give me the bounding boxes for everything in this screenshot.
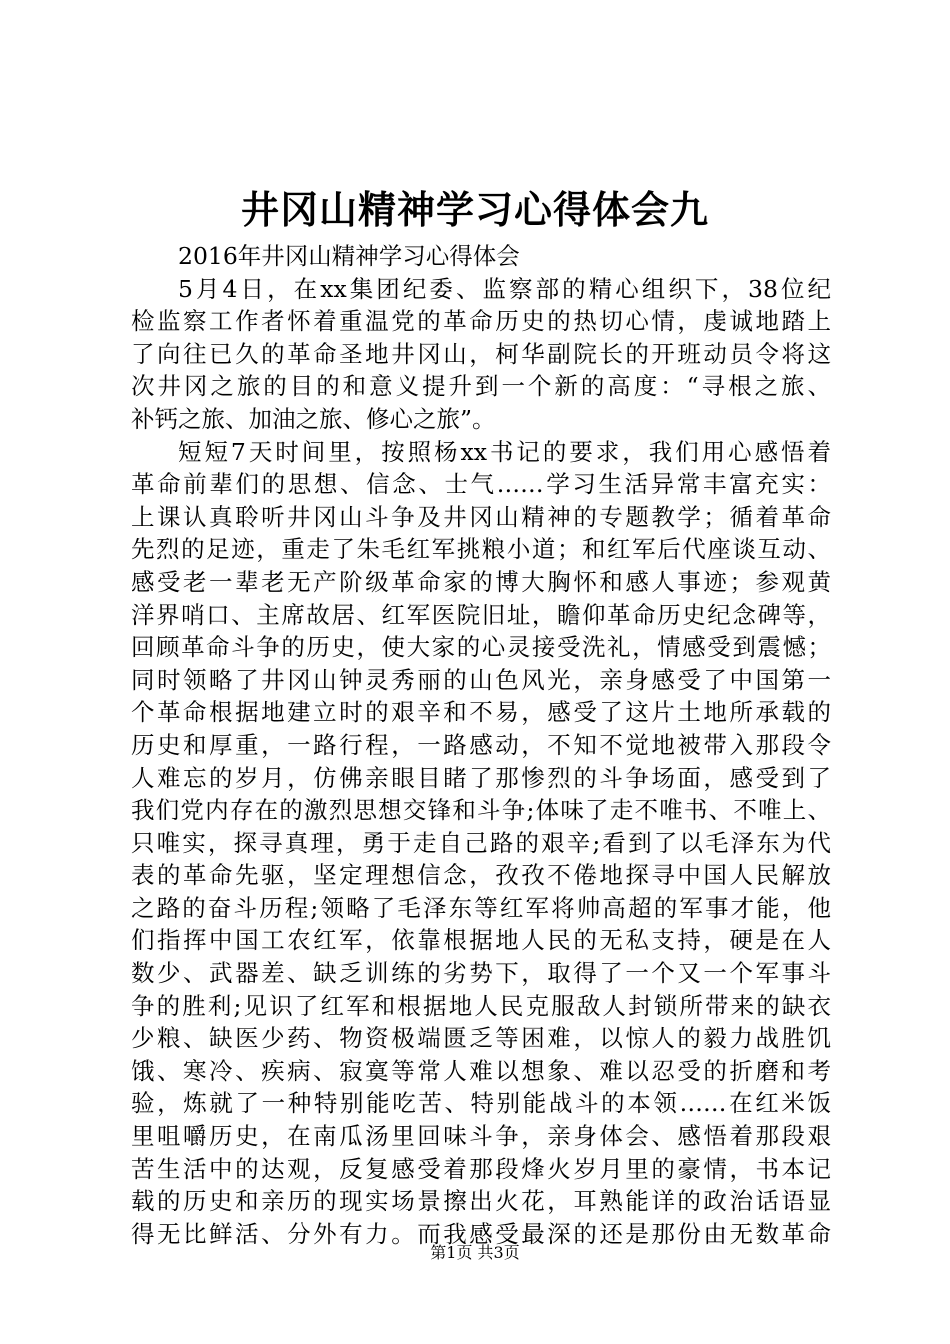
paragraph-line: 里咀嚼历史，在南瓜汤里回味斗争，亲身体会、感悟着那段艰 <box>131 1122 831 1151</box>
paragraph-line: 饿、寒冷、疾病、寂寞等常人难以想象、难以忍受的折磨和考 <box>131 1056 831 1085</box>
paragraph-line: 们指挥中国工农红军，依靠根据地人民的无私支持，硬是在人 <box>131 926 831 955</box>
paragraph-line: 先烈的足迹，重走了朱毛红军挑粮小道；和红军后代座谈互动、 <box>131 535 831 564</box>
paragraph-line: 次井冈之旅的目的和意义提升到一个新的高度：“寻根之旅、 <box>131 372 831 401</box>
subtitle-line: 2016年井冈山精神学习心得体会 <box>178 242 520 270</box>
paragraph-line: 人难忘的岁月，仿佛亲眼目睹了那惨烈的斗争场面，感受到了 <box>131 763 831 792</box>
paragraph-line: 洋界哨口、主席故居、红军医院旧址，瞻仰革命历史纪念碑等， <box>131 600 831 629</box>
paragraph-line: 感受老一辈老无产阶级革命家的博大胸怀和感人事迹；参观黄 <box>131 567 831 596</box>
page-number-footer: 第1页 共3页 <box>430 1243 520 1262</box>
paragraph-line: 少粮、缺医少药、物资极端匮乏等困难，以惊人的毅力战胜饥 <box>131 1024 831 1053</box>
paragraph-line: 争的胜利;见识了红军和根据地人民克服敌人封锁所带来的缺衣 <box>131 991 831 1020</box>
paragraph-line: 验，炼就了一种特别能吃苦、特别能战斗的本领……在红米饭 <box>131 1089 831 1118</box>
paragraph-line: 表的革命先驱，坚定理想信念，孜孜不倦地探寻中国人民解放 <box>131 861 831 890</box>
paragraph-line: 只唯实，探寻真理，勇于走自己路的艰辛;看到了以毛泽东为代 <box>131 828 831 857</box>
paragraph-line: 数少、武器差、缺乏训练的劣势下，取得了一个又一个军事斗 <box>131 959 831 988</box>
paragraph-line: 短短7天时间里，按照杨xx书记的要求，我们用心感悟着 <box>178 437 831 466</box>
paragraph-line: 历史和厚重，一路行程，一路感动，不知不觉地被带入那段令 <box>131 730 831 759</box>
paragraph-line: 同时领略了井冈山钟灵秀丽的山色风光，亲身感受了中国第一 <box>131 665 831 694</box>
paragraph-line: 上课认真聆听井冈山斗争及井冈山精神的专题教学；循着革命 <box>131 502 831 531</box>
document-body <box>131 240 831 1250</box>
paragraph-line: 检监察工作者怀着重温党的革命历史的热切心情，虔诚地踏上 <box>131 307 831 336</box>
paragraph-line: 补钙之旅、加油之旅、修心之旅”。 <box>131 404 496 433</box>
paragraph-line: 我们党内存在的激烈思想交锋和斗争;体味了走不唯书、不唯上、 <box>131 796 831 825</box>
paragraph-line: 得无比鲜活、分外有力。而我感受最深的还是那份由无数革命 <box>131 1219 831 1248</box>
document-title: 井冈山精神学习心得体会九 <box>240 187 709 232</box>
paragraph-line: 了向往已久的革命圣地井冈山，柯华副院长的开班动员令将这 <box>131 339 831 368</box>
paragraph-line: 之路的奋斗历程;领略了毛泽东等红军将帅高超的军事才能，他 <box>131 893 831 922</box>
paragraph-line: 回顾革命斗争的历史，使大家的心灵接受洗礼，情感受到震憾； <box>131 633 831 662</box>
paragraph-line: 革命前辈们的思想、信念、士气……学习生活异常丰富充实： <box>131 470 831 499</box>
paragraph-line: 载的历史和亲历的现实场景擦出火花，耳熟能详的政治话语显 <box>131 1187 831 1216</box>
paragraph-line: 5月4日，在xx集团纪委、监察部的精心组织下，38位纪 <box>178 274 831 303</box>
paragraph-line: 苦生活中的达观，反复感受着那段烽火岁月里的豪情，书本记 <box>131 1154 831 1183</box>
paragraph-line: 个革命根据地建立时的艰辛和不易，感受了这片土地所承载的 <box>131 698 831 727</box>
